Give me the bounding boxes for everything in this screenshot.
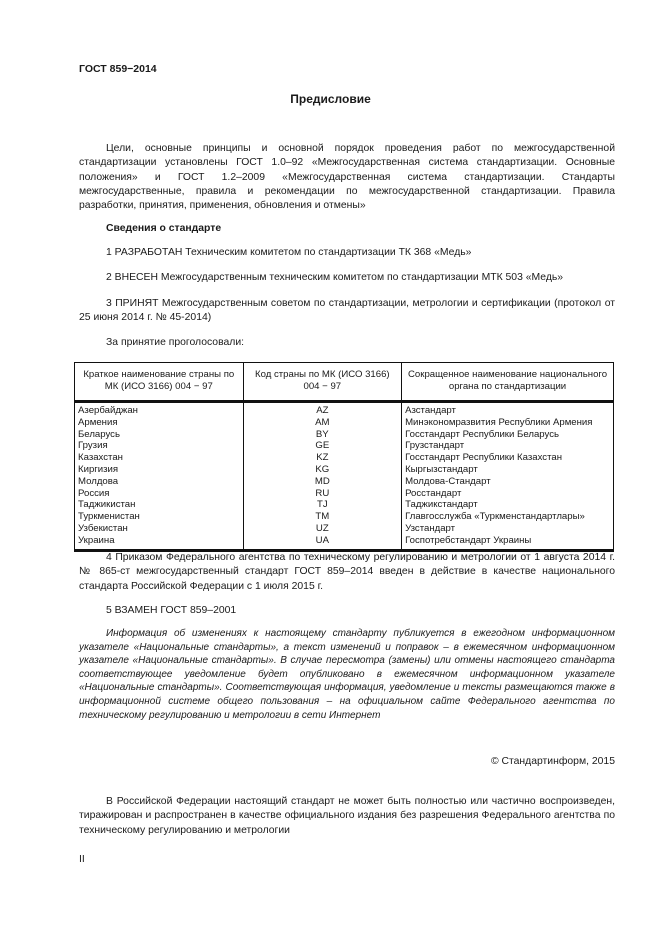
table-row (75, 464, 614, 476)
body-cell: Узстандарт (402, 523, 614, 535)
amendments-notice: Информация об изменениях к настоящему стандарту публикуется в ежегодном информационном указателе «Национальные стандарты», а текст изменений и поправок – в ежемесячном информационном указателе «Национальные стандарты». В случае пересмотра (замены) или отмены настоящего стандарта соответствующее уведомление будет опубликовано в ежемесячном информационном указателе «Национальные стандарты». Соответствующая информация, уведомление и тексты размещаются также в информационной системе общего пользования – на официальном сайте Федерального агентства по техническому регулированию и метрологии в сети Интернет (79, 628, 615, 721)
country-cell: Туркменистан (75, 511, 244, 523)
header-country: Краткое наименование страны по МК (ИСО 3166) 004 − 97 (75, 363, 244, 402)
body-cell: Госпотребстандарт Украины (402, 535, 614, 550)
code-cell: KZ (243, 452, 401, 464)
table-row (75, 535, 614, 550)
country-cell: Казахстан (75, 452, 244, 464)
body-cell: Кыргызстандарт (402, 464, 614, 476)
country-cell: Узбекистан (75, 523, 244, 535)
reproduction-notice: В Российской Федерации настоящий стандарт не может быть полностью или частично воспроизведен, тиражирован и распространен в качестве официального издания без разрешения Федерального агентства по техническому регулированию и метрологии (79, 796, 615, 836)
code-cell: RU (243, 488, 401, 500)
table-header-row (75, 363, 614, 402)
code-cell: GE (243, 440, 401, 452)
code-cell: TJ (243, 499, 401, 511)
code-cell: TM (243, 511, 401, 523)
code-cell: KG (243, 464, 401, 476)
table-row (75, 523, 614, 535)
body-cell: Госстандарт Республики Казахстан (402, 452, 614, 464)
table-row (75, 488, 614, 500)
body-cell: Таджикстандарт (402, 499, 614, 511)
header-code: Код страны по МК (ИСО 3166) 004 − 97 (243, 363, 401, 402)
info-item-5: 5 ВЗАМЕН ГОСТ 859–2001 (106, 605, 237, 616)
country-cell: Молдова (75, 476, 244, 488)
info-item-3: 3 ПРИНЯТ Межгосударственным советом по стандартизации, метрологии и сертификации (протокол от 25 июня 2014 г. № 45-2014) (79, 298, 615, 324)
code-cell: BY (243, 429, 401, 441)
body-cell: Минэкономразвития Республики Армения (402, 417, 614, 429)
page-number: II (79, 853, 85, 865)
country-cell: Армения (75, 417, 244, 429)
table-row (75, 452, 614, 464)
header-national-body: Сокращенное наименование национального органа по стандартизации (402, 363, 614, 402)
info-item-4: 4 Приказом Федерального агентства по техническому регулированию и метрологии от 1 августа 2014 г. № 865-ст межгосударственный стандарт ГОСТ 859–2014 введен в действие в качестве национального стандарта Российской Федерации с 1 июля 2015 г. (79, 552, 615, 592)
body-cell: Главгосслужба «Туркменстандартлары» (402, 511, 614, 523)
country-cell: Россия (75, 488, 244, 500)
code-cell: UZ (243, 523, 401, 535)
body-cell: Росстандарт (402, 488, 614, 500)
section-heading: Сведения о стандарте (106, 223, 222, 234)
document-code: ГОСТ 859−2014 (79, 63, 157, 75)
table-row (75, 499, 614, 511)
table-row (75, 402, 614, 417)
intro-paragraph: Цели, основные принципы и основной порядок проведения работ по межгосударственной стандартизации установлены ГОСТ 1.0–92 «Межгосударственная система стандартизации. Основные положения» и ГОСТ 1.2–2009 «Межгосударственная система стандартизации. Стандарты межгосударственные, правила и рекомендации по межгосударственной стандартизации. Правила разработки, принятия, применения, обновления и отмены» (79, 143, 615, 212)
table-row (75, 476, 614, 488)
body-cell: Молдова-Стандарт (402, 476, 614, 488)
copyright: © Стандартинформ, 2015 (490, 756, 615, 767)
body-cell: Азстандарт (402, 402, 614, 417)
info-item-1: 1 РАЗРАБОТАН Техническим комитетом по стандартизации ТК 368 «Медь» (106, 247, 472, 258)
country-cell: Грузия (75, 440, 244, 452)
table-row (75, 511, 614, 523)
info-item-2: 2 ВНЕСЕН Межгосударственным техническим комитетом по стандартизации МТК 503 «Медь» (106, 272, 564, 283)
voted-label: За принятие проголосовали: (106, 337, 245, 348)
country-cell: Киргизия (75, 464, 244, 476)
voting-countries-table (74, 362, 614, 552)
code-cell: MD (243, 476, 401, 488)
country-cell: Таджикистан (75, 499, 244, 511)
country-cell: Беларусь (75, 429, 244, 441)
table-row (75, 429, 614, 441)
page-title: Предисловие (290, 92, 371, 106)
code-cell: AM (243, 417, 401, 429)
body-cell: Госстандарт Республики Беларусь (402, 429, 614, 441)
country-cell: Украина (75, 535, 244, 550)
code-cell: AZ (243, 402, 401, 417)
table-row (75, 440, 614, 452)
body-cell: Грузстандарт (402, 440, 614, 452)
country-cell: Азербайджан (75, 402, 244, 417)
code-cell: UA (243, 535, 401, 550)
table-row (75, 417, 614, 429)
